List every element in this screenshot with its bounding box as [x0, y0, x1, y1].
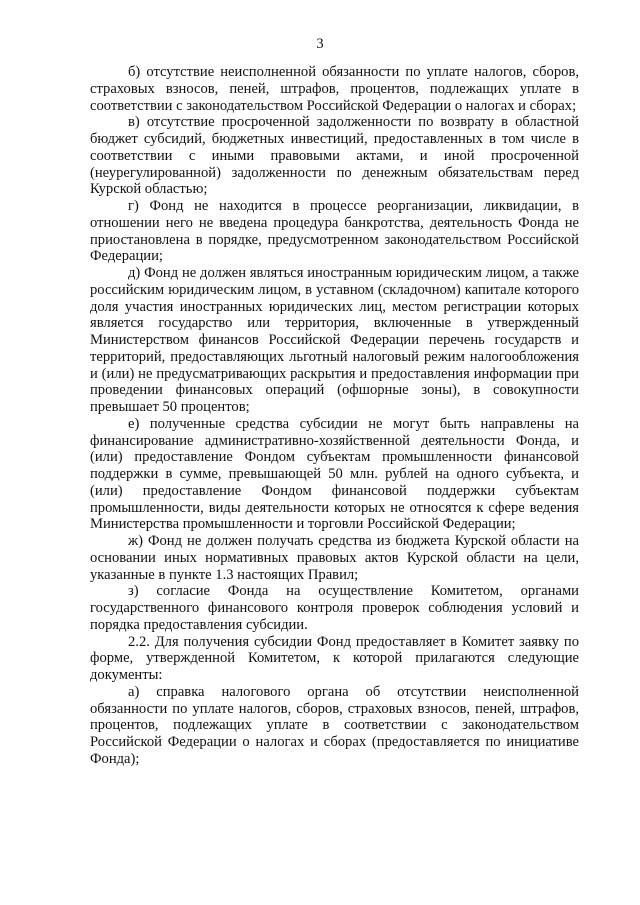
document-body	[90, 64, 579, 768]
paragraph-item-a: а) справка налогового органа об отсутствии неисполненной обязанности по уплате налогов, сборов, страховых взносов, пеней, штрафов, процентов, подлежащих уплате в соответствии с законодательством Российской Федерации о налогах и сборах (предоставляется по инициативе Фонда);	[90, 683, 579, 767]
paragraph-item-d: д) Фонд не должен являться иностранным юридическим лицом, а также российским юридическим лицом, в уставном (складочном) капитале которого доля участия иностранных юридических лиц, местом регистрации которых является государство или территория, включенные в утвержденный Министерством финансов Российской Федерации перечень государств и территорий, предоставляющих льготный налоговый режим налогообложения и (или) не предусматривающих раскрытия и предоставления информации при проведении финансовых операций (офшорные зоны), в совокупности превышает 50 процентов;	[90, 265, 579, 415]
paragraph-item-zh: ж) Фонд не должен получать средства из бюджета Курской области на основании иных нормативных правовых актов Курской области на цели, указанные в пункте 1.3 настоящих Правил;	[90, 533, 579, 583]
paragraph-section-2-2: 2.2. Для получения субсидии Фонд предоставляет в Комитет заявку по форме, утвержденной Комитетом, к которой прилагаются следующие документы:	[90, 633, 579, 683]
paragraph-item-e: е) полученные средства субсидии не могут быть направлены на финансирование административно-хозяйственной деятельности Фонда, и (или) предоставление Фондом субъектам промышленности финансовой поддержки в сумме, превышающей 50 млн. рублей на одного субъекта, и (или) предоставление Фондом финансовой поддержки субъектам промышленности, виды деятельности которых не относятся к сфере ведения Министерства промышленности и торговли Российской Федерации;	[90, 415, 579, 533]
page-number: 3	[316, 36, 324, 52]
paragraph-item-b: б) отсутствие неисполненной обязанности по уплате налогов, сборов, страховых взносов, пеней, штрафов, процентов, подлежащих уплате в соответствии с законодательством Российской Федерации о налогах и сборах;	[90, 64, 579, 114]
paragraph-item-v: в) отсутствие просроченной задолженности по возврату в областной бюджет субсидий, бюджетных инвестиций, предоставленных в том числе в соответствии с иными правовыми актами, и иной просроченной (неурегулированной) задолженности по денежным обязательствам перед Курской областью;	[90, 114, 579, 198]
paragraph-item-g: г) Фонд не находится в процессе реорганизации, ликвидации, в отношении него не введена процедура банкротства, деятельность Фонда не приостановлена в порядке, предусмотренном законодательством Российской Федерации;	[90, 198, 579, 265]
paragraph-item-z: з) согласие Фонда на осуществление Комитетом, органами государственного финансового контроля проверок соблюдения условий и порядка предоставления субсидии.	[90, 583, 579, 633]
